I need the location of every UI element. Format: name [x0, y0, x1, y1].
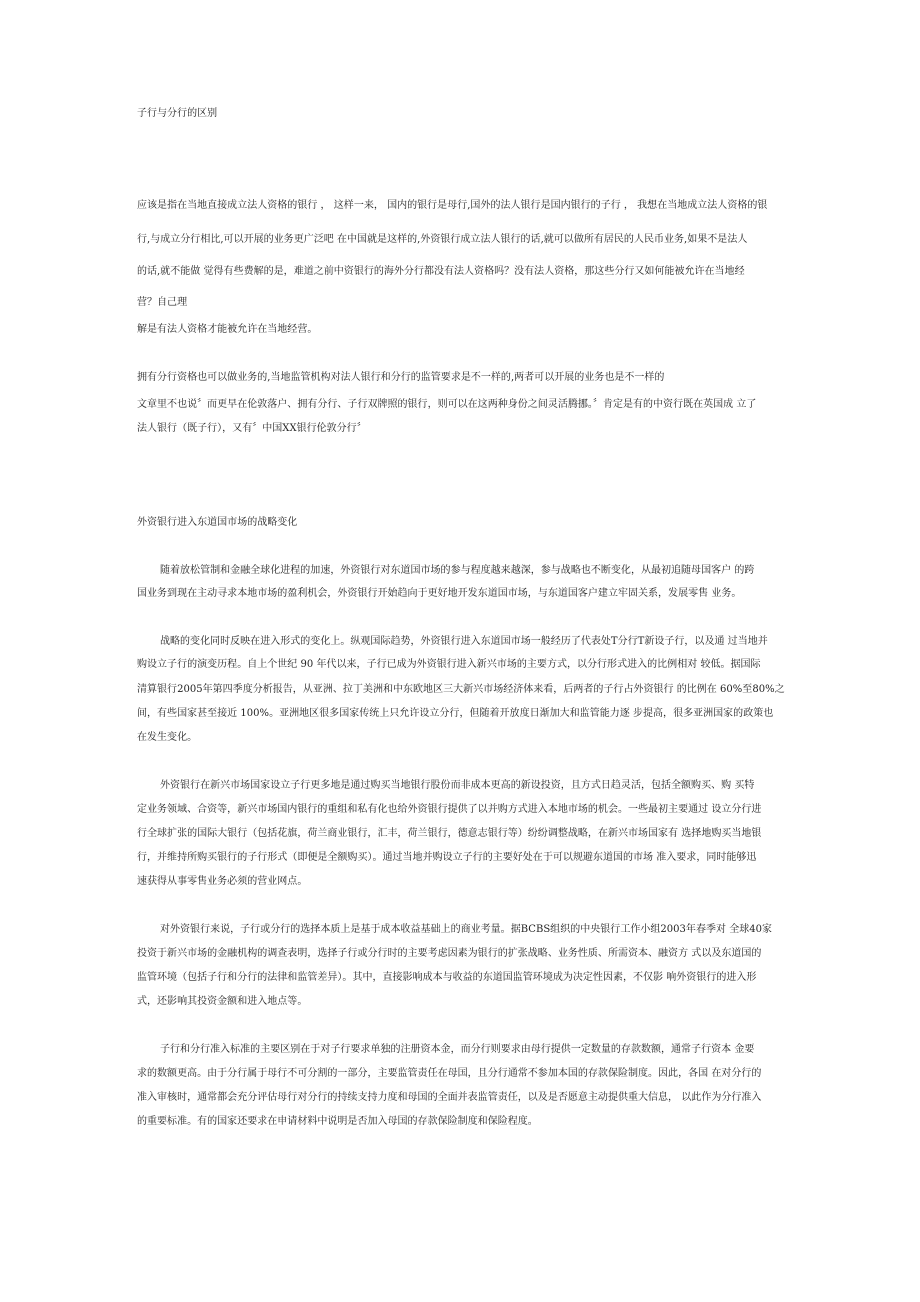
- text-line: 外资银行在新兴市场国家设立子行更多地是通过购买当地银行股份而非成本更高的新设投资，且方式日趋灵活，包括全额购买、购 买特: [160, 780, 755, 791]
- text-line: 营？自己理: [137, 297, 188, 308]
- text-line: 式，还影响其投资金额和进入地点等。: [137, 996, 308, 1007]
- text-line: 法人银行（既子行），又有〞中国XX银行伦敦分行〞: [137, 423, 367, 434]
- text-line: 行,与成立分行相比,可以开展的业务更广泛吧 在中国就是这样的,外资银行成立法人银行的话,就可以做所有居民的人民币业务,如果不是法人: [137, 234, 748, 245]
- text-line: 在发生变化。: [137, 732, 198, 743]
- text-line: 速获得从事零售业务必须的营业网点。: [137, 876, 308, 887]
- text-line: 国业务到现在主动寻求本地市场的盈利机会，外资银行开始趋向于更好地开发东道国市场，与东道国客户建立牢固关系，发展零售 业务。: [137, 588, 742, 599]
- text-line: 子行和分行准入标准的主要区别在于对子行要求单独的注册资本金，而分行则要求由母行提供一定数量的存款数额，通常子行资本 金要: [160, 1044, 755, 1055]
- text-line: 的话,就不能做 觉得有些费解的是，难道之前中资银行的海外分行都没有法人资格吗？没有法人资格，那这些分行又如何能被允许在当地经: [137, 266, 745, 277]
- text-line: 行全球扩张的国际大银行（包括花旗，荷兰商业银行，汇丰，荷兰银行，德意志银行等）纷纷调整战略，在新兴市场国家有 选择地购买当地银: [137, 828, 762, 839]
- text-line: 定业务领域、合资等，新兴市场国内银行的重组和私有化也给外资银行提供了以并购方式进入本地市场的机会。一些最初主要通过 设立分行进: [137, 804, 762, 815]
- text-line: 的重要标准。有的国家还要求在申请材料中说明是否加入母国的存款保险制度和保险程度。: [137, 1116, 538, 1127]
- text-line: 间，有些国家甚至接近 100%。亚洲地区很多国家传统上只允许设立分行，但随着开放度日渐加大和监管能力逐 步提高，很多亚洲国家的政策也: [137, 708, 774, 719]
- text-line: 求的数额更高。由于分行属于母行不可分割的一部分，主要监管责任在母国，且分行通常不参加本国的存款保险制度。因此，各国 在对分行的: [137, 1068, 762, 1079]
- text-line: 解是有法人资格才能被允许在当地经营。: [137, 324, 318, 335]
- text-line: 战略的变化同时反映在进入形式的变化上。纵观国际趋势，外资银行进入东道国市场一般经历了代表处T分行T新设子行，以及通 过当地并: [160, 636, 768, 647]
- text-line: 清算银行2005年第四季度分析报告，从亚洲、拉丁美洲和中东欧地区三大新兴市场经济体来看，后两者的子行占外资银行 的比例在 60%至80%之: [137, 684, 785, 695]
- section-title: 子行与分行的区别: [137, 108, 218, 119]
- text-line: 拥有分行资格也可以做业务的,当地监管机构对法人银行和分行的监管要求是不一样的,两者可以开展的业务也是不一样的: [137, 372, 665, 383]
- text-line: 监管环境（包括子行和分行的法律和监管差异）。其中，直接影响成本与收益的东道国监管环境成为决定性因素，不仅影 响外资银行的进入形: [137, 972, 757, 983]
- text-line: 行，并维持所购买银行的子行形式（即便是全额购买）。通过当地并购设立子行的主要好处在于可以规避东道国的市场 准入要求，同时能够迅: [137, 852, 757, 863]
- text-line: 应该是指在当地直接成立法人资格的银行 ， 这样一来， 国内的银行是母行,国外的法人银行是国内银行的子行 ， 我想在当地成立法人资格的银: [137, 200, 768, 211]
- text-line: 随着放松管制和金融全球化进程的加速，外资银行对东道国市场的参与程度越来越深，参与战略也不断变化，从最初追随母国客户 的跨: [160, 565, 755, 576]
- text-line: 投资于新兴市场的金融机构的调查表明，选择子行或分行时的主要考虑因素为银行的扩张战略、业务性质、所需资本、融资方 式以及东道国的: [137, 948, 762, 959]
- text-line: 购设立子行的演变历程。自上个世纪 90 年代以来，子行已成为外资银行进入新兴市场的主要方式，以分行形式进入的比例相对 较低。据国际: [137, 659, 761, 670]
- text-line: 准入审核时，通常都会充分评估母行对分行的持续支持力度和母国的全面并表监管责任，以及是否愿意主动提供重大信息， 以此作为分行准入: [137, 1092, 762, 1103]
- text-line: 文章里不也说〞而更早在伦敦落户、拥有分行、子行双牌照的银行，则可以在这两种身份之间灵活腾挪。〞肯定是有的中资行既在英国成 立了: [137, 399, 757, 410]
- section-title: 外资银行进入东道国市场的战略变化: [137, 517, 298, 528]
- text-line: 对外资银行来说，子行或分行的选择本质上是基于成本收益基础上的商业考量。据BCBS组织的中央银行工作小组2003年春季对 全球40家: [160, 924, 773, 935]
